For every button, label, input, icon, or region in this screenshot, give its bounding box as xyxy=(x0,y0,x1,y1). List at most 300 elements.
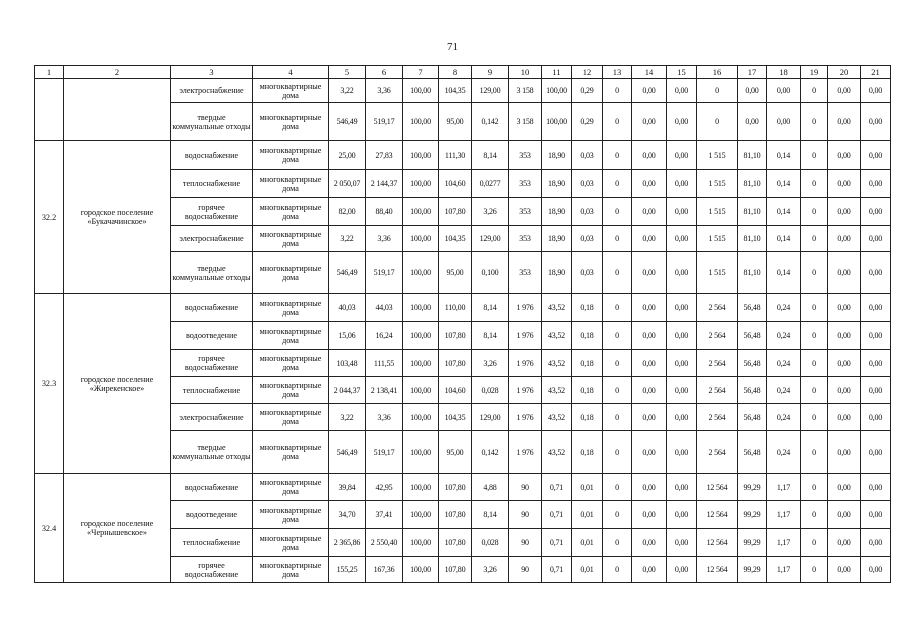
value-cell: 0,18 xyxy=(572,404,603,431)
value-cell: 0 xyxy=(603,529,632,557)
value-cell: 100,00 xyxy=(403,350,439,377)
value-cell: 111,55 xyxy=(366,350,403,377)
value-cell: 0,00 xyxy=(828,377,861,404)
value-cell: 18,90 xyxy=(542,170,572,198)
column-number-9: 9 xyxy=(472,66,509,79)
value-cell: 3,36 xyxy=(366,404,403,431)
value-cell: 107,80 xyxy=(439,557,472,583)
value-cell: 546,49 xyxy=(329,252,366,294)
value-cell: 100,00 xyxy=(403,501,439,529)
value-cell: 0 xyxy=(801,377,828,404)
value-cell: 90 xyxy=(509,529,542,557)
value-cell: 100,00 xyxy=(403,431,439,474)
value-cell: 0,00 xyxy=(861,294,891,322)
value-cell: 100,00 xyxy=(403,474,439,501)
utility-service: твердые коммунальные отходы xyxy=(171,103,253,141)
value-cell: 0,00 xyxy=(828,226,861,252)
column-number-10: 10 xyxy=(509,66,542,79)
value-cell: 37,41 xyxy=(366,501,403,529)
utility-service: водоотведение xyxy=(171,501,253,529)
value-cell: 0,00 xyxy=(667,322,697,350)
column-number-14: 14 xyxy=(632,66,667,79)
value-cell: 0 xyxy=(603,404,632,431)
value-cell: 43,52 xyxy=(542,404,572,431)
value-cell: 0,00 xyxy=(667,350,697,377)
value-cell: 1,17 xyxy=(767,501,801,529)
value-cell: 0,00 xyxy=(667,474,697,501)
housing-type: многоквартирные дома xyxy=(253,141,329,170)
value-cell: 0,03 xyxy=(572,226,603,252)
value-cell: 0,0277 xyxy=(472,170,509,198)
value-cell: 107,80 xyxy=(439,501,472,529)
value-cell: 0 xyxy=(801,170,828,198)
value-cell: 0,00 xyxy=(861,474,891,501)
value-cell: 2 564 xyxy=(697,322,738,350)
column-number-6: 6 xyxy=(366,66,403,79)
value-cell: 88,40 xyxy=(366,198,403,226)
value-cell: 0,00 xyxy=(828,141,861,170)
value-cell: 0,028 xyxy=(472,529,509,557)
value-cell: 129,00 xyxy=(472,404,509,431)
value-cell: 12 564 xyxy=(697,557,738,583)
table-row xyxy=(35,141,891,170)
housing-type: многоквартирные дома xyxy=(253,529,329,557)
value-cell: 3 158 xyxy=(509,103,542,141)
housing-type: многоквартирные дома xyxy=(253,431,329,474)
value-cell: 353 xyxy=(509,141,542,170)
housing-type: многоквартирные дома xyxy=(253,557,329,583)
housing-type: многоквартирные дома xyxy=(253,226,329,252)
value-cell: 0,00 xyxy=(861,170,891,198)
utility-service: водоснабжение xyxy=(171,294,253,322)
value-cell: 0,00 xyxy=(632,198,667,226)
column-number-4: 4 xyxy=(253,66,329,79)
value-cell: 56,48 xyxy=(738,322,767,350)
value-cell: 43,52 xyxy=(542,350,572,377)
value-cell: 2 564 xyxy=(697,404,738,431)
value-cell: 3,26 xyxy=(472,350,509,377)
housing-type: многоквартирные дома xyxy=(253,404,329,431)
value-cell: 0,00 xyxy=(828,170,861,198)
value-cell: 0 xyxy=(801,431,828,474)
value-cell: 15,06 xyxy=(329,322,366,350)
section-number xyxy=(35,79,64,141)
value-cell: 95,00 xyxy=(439,103,472,141)
value-cell: 0,00 xyxy=(632,377,667,404)
value-cell: 0,142 xyxy=(472,431,509,474)
value-cell: 0,00 xyxy=(861,198,891,226)
value-cell: 1 976 xyxy=(509,294,542,322)
value-cell: 0,00 xyxy=(828,431,861,474)
value-cell: 100,00 xyxy=(403,79,439,103)
column-number-18: 18 xyxy=(767,66,801,79)
column-number-12: 12 xyxy=(572,66,603,79)
value-cell: 0,00 xyxy=(828,404,861,431)
value-cell: 18,90 xyxy=(542,226,572,252)
value-cell: 0 xyxy=(801,474,828,501)
value-cell: 0,00 xyxy=(632,103,667,141)
value-cell: 0,00 xyxy=(828,350,861,377)
table-row xyxy=(35,79,891,103)
value-cell: 0 xyxy=(603,252,632,294)
value-cell: 0 xyxy=(801,141,828,170)
utility-service: теплоснабжение xyxy=(171,529,253,557)
value-cell: 100,00 xyxy=(542,79,572,103)
value-cell: 0,00 xyxy=(828,103,861,141)
utility-service: горячее водоснабжение xyxy=(171,557,253,583)
value-cell: 2 050,07 xyxy=(329,170,366,198)
section-number: 32.3 xyxy=(35,294,64,474)
column-number-7: 7 xyxy=(403,66,439,79)
value-cell: 81,10 xyxy=(738,170,767,198)
value-cell: 103,48 xyxy=(329,350,366,377)
value-cell: 0,00 xyxy=(667,501,697,529)
value-cell: 0,71 xyxy=(542,557,572,583)
housing-type: многоквартирные дома xyxy=(253,103,329,141)
value-cell: 56,48 xyxy=(738,431,767,474)
value-cell: 0,71 xyxy=(542,529,572,557)
utility-service: теплоснабжение xyxy=(171,170,253,198)
value-cell: 100,00 xyxy=(403,226,439,252)
value-cell: 3,36 xyxy=(366,226,403,252)
utility-service: водоснабжение xyxy=(171,474,253,501)
value-cell: 107,80 xyxy=(439,198,472,226)
value-cell: 104,35 xyxy=(439,79,472,103)
utility-service: водоотведение xyxy=(171,322,253,350)
value-cell: 0 xyxy=(801,529,828,557)
utility-service: электроснабжение xyxy=(171,226,253,252)
column-number-row xyxy=(35,66,891,79)
value-cell: 0,00 xyxy=(667,294,697,322)
value-cell: 100,00 xyxy=(403,294,439,322)
value-cell: 0,14 xyxy=(767,252,801,294)
value-cell: 8,14 xyxy=(472,141,509,170)
value-cell: 0,00 xyxy=(738,103,767,141)
value-cell: 0 xyxy=(697,79,738,103)
value-cell: 0,14 xyxy=(767,141,801,170)
value-cell: 43,52 xyxy=(542,431,572,474)
column-number-3: 3 xyxy=(171,66,253,79)
value-cell: 100,00 xyxy=(403,141,439,170)
value-cell: 56,48 xyxy=(738,377,767,404)
value-cell: 16,24 xyxy=(366,322,403,350)
value-cell: 0,00 xyxy=(861,103,891,141)
section-number: 32.2 xyxy=(35,141,64,294)
value-cell: 0 xyxy=(603,294,632,322)
value-cell: 0 xyxy=(603,103,632,141)
value-cell: 0,00 xyxy=(828,322,861,350)
value-cell: 3,22 xyxy=(329,79,366,103)
table-row xyxy=(35,294,891,322)
value-cell: 56,48 xyxy=(738,350,767,377)
value-cell: 82,00 xyxy=(329,198,366,226)
value-cell: 1 515 xyxy=(697,252,738,294)
value-cell: 0,03 xyxy=(572,252,603,294)
column-number-1: 1 xyxy=(35,66,64,79)
housing-type: многоквартирные дома xyxy=(253,474,329,501)
value-cell: 100,00 xyxy=(403,322,439,350)
column-number-19: 19 xyxy=(801,66,828,79)
value-cell: 0,14 xyxy=(767,226,801,252)
value-cell: 107,80 xyxy=(439,322,472,350)
value-cell: 12 564 xyxy=(697,501,738,529)
value-cell: 44,03 xyxy=(366,294,403,322)
value-cell: 0 xyxy=(603,198,632,226)
value-cell: 0,00 xyxy=(861,322,891,350)
column-number-16: 16 xyxy=(697,66,738,79)
housing-type: многоквартирные дома xyxy=(253,79,329,103)
value-cell: 0,00 xyxy=(632,294,667,322)
value-cell: 18,90 xyxy=(542,252,572,294)
value-cell: 99,29 xyxy=(738,529,767,557)
column-number-5: 5 xyxy=(329,66,366,79)
value-cell: 1 976 xyxy=(509,322,542,350)
value-cell: 0,00 xyxy=(861,404,891,431)
value-cell: 42,95 xyxy=(366,474,403,501)
value-cell: 0 xyxy=(603,350,632,377)
value-cell: 43,52 xyxy=(542,322,572,350)
value-cell: 0,71 xyxy=(542,501,572,529)
value-cell: 0,00 xyxy=(861,501,891,529)
value-cell: 12 564 xyxy=(697,529,738,557)
value-cell: 0,00 xyxy=(828,79,861,103)
value-cell: 56,48 xyxy=(738,294,767,322)
value-cell: 0,00 xyxy=(828,501,861,529)
value-cell: 100,00 xyxy=(403,198,439,226)
value-cell: 0,18 xyxy=(572,294,603,322)
value-cell: 0,18 xyxy=(572,377,603,404)
value-cell: 0 xyxy=(801,404,828,431)
value-cell: 0,00 xyxy=(632,170,667,198)
value-cell: 0,01 xyxy=(572,529,603,557)
section-number: 32.4 xyxy=(35,474,64,583)
value-cell: 40,03 xyxy=(329,294,366,322)
value-cell: 0,00 xyxy=(667,170,697,198)
value-cell: 0,00 xyxy=(667,529,697,557)
value-cell: 2 044,37 xyxy=(329,377,366,404)
value-cell: 0 xyxy=(801,350,828,377)
value-cell: 0,00 xyxy=(861,529,891,557)
value-cell: 104,60 xyxy=(439,170,472,198)
value-cell: 100,00 xyxy=(403,103,439,141)
value-cell: 0,24 xyxy=(767,294,801,322)
value-cell: 0,14 xyxy=(767,198,801,226)
value-cell: 27,83 xyxy=(366,141,403,170)
value-cell: 0,24 xyxy=(767,322,801,350)
value-cell: 0,00 xyxy=(828,557,861,583)
value-cell: 0,00 xyxy=(632,529,667,557)
value-cell: 0,71 xyxy=(542,474,572,501)
value-cell: 107,80 xyxy=(439,474,472,501)
value-cell: 43,52 xyxy=(542,377,572,404)
column-number-2: 2 xyxy=(64,66,171,79)
value-cell: 0,00 xyxy=(667,557,697,583)
value-cell: 8,14 xyxy=(472,322,509,350)
value-cell: 39,84 xyxy=(329,474,366,501)
value-cell: 0 xyxy=(603,501,632,529)
utility-service: теплоснабжение xyxy=(171,377,253,404)
value-cell: 0,00 xyxy=(632,474,667,501)
value-cell: 0 xyxy=(603,79,632,103)
value-cell: 110,00 xyxy=(439,294,472,322)
value-cell: 100,00 xyxy=(403,170,439,198)
value-cell: 0,00 xyxy=(861,557,891,583)
value-cell: 1,17 xyxy=(767,474,801,501)
utility-service: твердые коммунальные отходы xyxy=(171,252,253,294)
value-cell: 111,30 xyxy=(439,141,472,170)
column-number-11: 11 xyxy=(542,66,572,79)
page-number: 71 xyxy=(447,41,458,53)
housing-type: многоквартирные дома xyxy=(253,198,329,226)
value-cell: 100,00 xyxy=(403,377,439,404)
value-cell: 2 564 xyxy=(697,431,738,474)
value-cell: 0,00 xyxy=(632,322,667,350)
value-cell: 0,00 xyxy=(632,141,667,170)
value-cell: 8,14 xyxy=(472,501,509,529)
value-cell: 100,00 xyxy=(403,529,439,557)
value-cell: 2 564 xyxy=(697,377,738,404)
value-cell: 1 515 xyxy=(697,226,738,252)
value-cell: 546,49 xyxy=(329,103,366,141)
housing-type: многоквартирные дома xyxy=(253,294,329,322)
value-cell: 0 xyxy=(603,170,632,198)
value-cell: 0,00 xyxy=(667,79,697,103)
value-cell: 99,29 xyxy=(738,501,767,529)
value-cell: 104,60 xyxy=(439,377,472,404)
value-cell: 0,00 xyxy=(667,141,697,170)
value-cell: 0,00 xyxy=(667,198,697,226)
value-cell: 1 515 xyxy=(697,198,738,226)
value-cell: 18,90 xyxy=(542,198,572,226)
value-cell: 0 xyxy=(603,557,632,583)
value-cell: 90 xyxy=(509,557,542,583)
value-cell: 95,00 xyxy=(439,431,472,474)
value-cell: 353 xyxy=(509,252,542,294)
value-cell: 0 xyxy=(697,103,738,141)
value-cell: 0,00 xyxy=(667,252,697,294)
value-cell: 104,35 xyxy=(439,404,472,431)
value-cell: 0,18 xyxy=(572,350,603,377)
value-cell: 0,29 xyxy=(572,79,603,103)
column-number-8: 8 xyxy=(439,66,472,79)
value-cell: 3,22 xyxy=(329,226,366,252)
value-cell: 129,00 xyxy=(472,79,509,103)
value-cell: 0,00 xyxy=(861,79,891,103)
value-cell: 0 xyxy=(801,103,828,141)
value-cell: 0,00 xyxy=(861,252,891,294)
value-cell: 8,14 xyxy=(472,294,509,322)
value-cell: 90 xyxy=(509,474,542,501)
value-cell: 0 xyxy=(603,377,632,404)
value-cell: 0,24 xyxy=(767,431,801,474)
value-cell: 0 xyxy=(603,474,632,501)
value-cell: 0,00 xyxy=(667,431,697,474)
column-number-15: 15 xyxy=(667,66,697,79)
utility-service: горячее водоснабжение xyxy=(171,350,253,377)
value-cell: 2 564 xyxy=(697,350,738,377)
value-cell: 1 976 xyxy=(509,377,542,404)
value-cell: 0,03 xyxy=(572,198,603,226)
value-cell: 1 976 xyxy=(509,350,542,377)
value-cell: 0,14 xyxy=(767,170,801,198)
value-cell: 107,80 xyxy=(439,529,472,557)
value-cell: 1,17 xyxy=(767,557,801,583)
value-cell: 100,00 xyxy=(403,404,439,431)
value-cell: 0,00 xyxy=(861,377,891,404)
value-cell: 0,00 xyxy=(861,431,891,474)
value-cell: 56,48 xyxy=(738,404,767,431)
value-cell: 0,00 xyxy=(828,474,861,501)
tariff-table xyxy=(34,65,891,583)
value-cell: 0,18 xyxy=(572,322,603,350)
settlement-name: городское поселение «Чернышевское» xyxy=(64,474,171,583)
value-cell: 0,29 xyxy=(572,103,603,141)
housing-type: многоквартирные дома xyxy=(253,350,329,377)
value-cell: 99,29 xyxy=(738,557,767,583)
housing-type: многоквартирные дома xyxy=(253,170,329,198)
value-cell: 0 xyxy=(801,79,828,103)
value-cell: 0,00 xyxy=(828,294,861,322)
value-cell: 0 xyxy=(801,557,828,583)
value-cell: 0,028 xyxy=(472,377,509,404)
value-cell: 1 976 xyxy=(509,431,542,474)
settlement-name: городское поселение «Букачачинское» xyxy=(64,141,171,294)
column-number-13: 13 xyxy=(603,66,632,79)
value-cell: 0,00 xyxy=(861,226,891,252)
value-cell: 95,00 xyxy=(439,252,472,294)
value-cell: 519,17 xyxy=(366,252,403,294)
value-cell: 0,00 xyxy=(828,252,861,294)
value-cell: 12 564 xyxy=(697,474,738,501)
value-cell: 2 550,40 xyxy=(366,529,403,557)
value-cell: 43,52 xyxy=(542,294,572,322)
value-cell: 0,00 xyxy=(667,226,697,252)
value-cell: 2 365,86 xyxy=(329,529,366,557)
housing-type: многоквартирные дома xyxy=(253,252,329,294)
value-cell: 81,10 xyxy=(738,226,767,252)
value-cell: 0,00 xyxy=(632,431,667,474)
value-cell: 0,18 xyxy=(572,431,603,474)
value-cell: 0,100 xyxy=(472,252,509,294)
value-cell: 18,90 xyxy=(542,141,572,170)
value-cell: 0,00 xyxy=(667,377,697,404)
value-cell: 0,01 xyxy=(572,501,603,529)
utility-service: электроснабжение xyxy=(171,79,253,103)
value-cell: 0,00 xyxy=(632,79,667,103)
value-cell: 1 515 xyxy=(697,170,738,198)
value-cell: 0,00 xyxy=(861,350,891,377)
value-cell: 0,24 xyxy=(767,377,801,404)
value-cell: 0,00 xyxy=(632,404,667,431)
value-cell: 1,17 xyxy=(767,529,801,557)
value-cell: 167,36 xyxy=(366,557,403,583)
housing-type: многоквартирные дома xyxy=(253,377,329,404)
value-cell: 81,10 xyxy=(738,141,767,170)
value-cell: 0 xyxy=(603,322,632,350)
value-cell: 0 xyxy=(801,294,828,322)
value-cell: 0,00 xyxy=(667,103,697,141)
value-cell: 0,00 xyxy=(828,529,861,557)
value-cell: 100,00 xyxy=(403,252,439,294)
column-number-21: 21 xyxy=(861,66,891,79)
value-cell: 104,35 xyxy=(439,226,472,252)
utility-service: электроснабжение xyxy=(171,404,253,431)
housing-type: многоквартирные дома xyxy=(253,501,329,529)
value-cell: 0,00 xyxy=(767,103,801,141)
value-cell: 1 976 xyxy=(509,404,542,431)
value-cell: 0,00 xyxy=(632,557,667,583)
value-cell: 3,26 xyxy=(472,198,509,226)
